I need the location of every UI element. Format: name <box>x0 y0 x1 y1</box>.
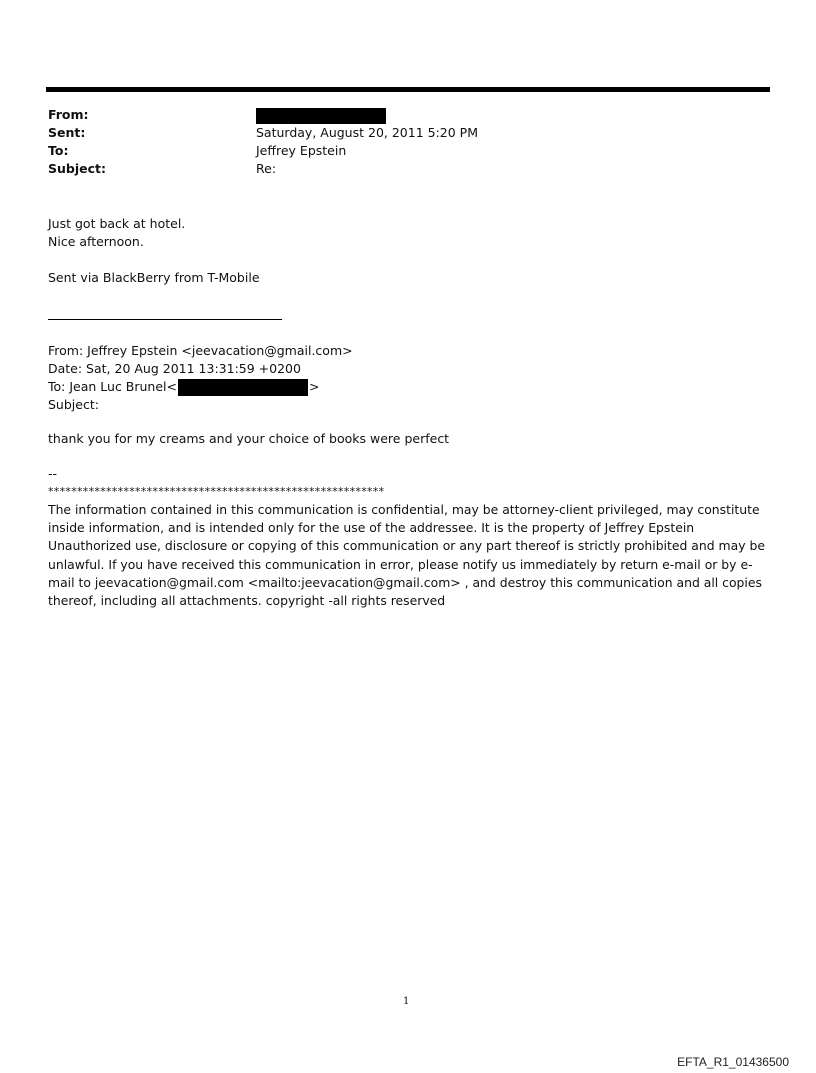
signature: Sent via BlackBerry from T-Mobile <box>48 270 260 285</box>
subject-label: Subject: <box>48 161 106 176</box>
message-body <box>48 215 185 251</box>
subject-row <box>48 160 748 178</box>
to-value: Jeffrey Epstein <box>256 143 347 158</box>
header-rule <box>46 87 770 92</box>
sent-label: Sent: <box>48 125 86 140</box>
redaction-box <box>256 108 386 124</box>
from-row <box>48 106 748 124</box>
quoted-to-suffix: > <box>309 379 320 394</box>
quoted-date: Date: Sat, 20 Aug 2011 13:31:59 +0200 <box>48 361 301 376</box>
redaction-box <box>178 379 308 396</box>
quoted-to <box>48 378 353 396</box>
quoted-message: thank you for my creams and your choice of books were perfect <box>48 431 450 446</box>
body-line: Just got back at hotel. <box>48 216 186 231</box>
to-row <box>48 142 748 160</box>
to-label: To: <box>48 143 69 158</box>
sent-value: Saturday, August 20, 2011 5:20 PM <box>256 125 478 140</box>
disclaimer: The information contained in this communication is confidential, may be attorney-client privileged, may constitute inside information, and is intended only for the use of the addressee. It is the property of Jeffrey Epstein Unauthorized use, disclosure or copying of this communication or any part thereof is strictly prohibited and may be unlawful. If you have received this communication in error, please notify us immediately by return e-mail or by e-mail to jeevacation@gmail.com <mailto:jeevacation@gmail.com> , and destroy this communication and all copies thereof, including all attachments. copyright -all rights reserved <box>48 502 765 609</box>
from-value <box>256 106 748 124</box>
quoted-subject: Subject: <box>48 397 99 412</box>
quoted-to-prefix: To: Jean Luc Brunel< <box>48 379 177 394</box>
sent-row <box>48 124 748 142</box>
subject-value: Re: <box>256 161 277 176</box>
stars-divider: ********************************************************** <box>48 485 385 498</box>
body-line: Nice afternoon. <box>48 234 144 249</box>
email-header <box>48 106 748 178</box>
quote-separator <box>48 319 282 320</box>
sig-dash: -- <box>48 466 58 481</box>
document-id: EFTA_R1_01436500 <box>677 1055 789 1069</box>
quoted-from: From: Jeffrey Epstein <jeevacation@gmail.com> <box>48 343 353 358</box>
quoted-header <box>48 342 353 414</box>
from-label: From: <box>48 107 89 122</box>
page-number: 1 <box>403 996 410 1007</box>
